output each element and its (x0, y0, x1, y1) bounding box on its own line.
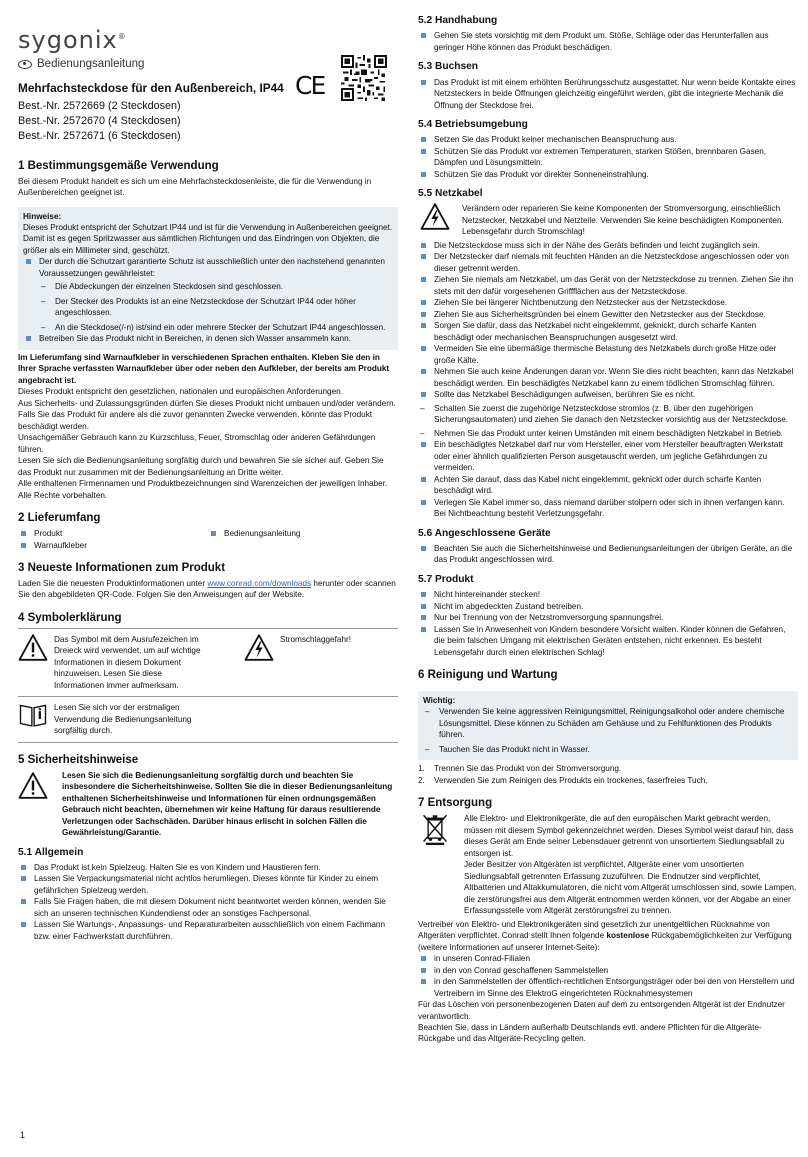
return-info (418, 919, 798, 953)
section-1-intro: Bei diesem Produkt handelt es sich um eine Mehrfachsteckdosenleiste, die für die Verwendung in Außenbereichen geeignet ist. (18, 176, 372, 198)
list-item: Nehmen Sie auch keine Änderungen daran vor. Wenn Sie dies nicht beachten, kann das Netzkabel beschädigt werden. Ein beschädigtes Netzkabel kann zu einem tödlichen Stromschlag führen. (418, 366, 798, 389)
cable-warning (418, 203, 798, 237)
order-numbers (18, 99, 398, 145)
ce-mark: CE (295, 71, 325, 100)
section-3-text (18, 578, 398, 601)
section-2-title: 2 Lieferumfang (18, 512, 101, 525)
product-title: Mehrfachsteckdose für den Außenbereich, IP44 (18, 81, 284, 96)
list-item: – Nehmen Sie das Produkt unter keinen Umständen mit einem beschädigten Netzkabel in Betrieb. (418, 428, 798, 439)
list-item: – An die Steckdose(/-n) ist/sind ein oder mehrere Stecker der Schutzart IP44 angeschlossen. (39, 322, 393, 333)
electric-shock-icon (244, 634, 274, 661)
text: Vertreiber von Elektro- und Elektronikgeräten sind gesetzlich zur unentgeltlichen Rücknahme von Altgeräten verpflichtet. Conrad stellt Ihnen folgende (418, 919, 770, 941)
list-item: Das Produkt ist mit einem erhöhten Berührungsschutz ausgestattet. Nur wenn beide Kontakte eines Netzsteckers in beide Öffnungen gleichzeitig eingeführt werden, gibt die integrierte Mechanik die Öffnung der Steckdose frei. (418, 77, 798, 111)
list-item (418, 775, 798, 786)
list-item: Betreiben Sie das Produkt nicht in Bereichen, in denen sich Wasser ansammeln kann. (23, 333, 393, 344)
list-item: Ziehen Sie aus Sicherheitsgründen bei einem Gewitter den Netzstecker aus der Steckdose. (418, 309, 798, 320)
brand-name: sygonix (18, 26, 118, 54)
symbol-manual (18, 702, 238, 736)
text: herunter oder scannen Sie den abgebildeten QR-Code. Folgen Sie den Anweisungen auf der Website. (18, 578, 396, 600)
section-5-3-title: 5.3 Buchsen (418, 61, 479, 73)
read-manual-icon (18, 702, 48, 727)
paragraph: Aus Sicherheits- und Zulassungsgründen dürfen Sie dieses Produkt nicht umbauen und/oder verändern. Falls Sie das Produkt für andere als die zuvor genannten Zwecke verwenden, könnte das Produkt beschädigt werden. (18, 398, 396, 431)
list-item: Der durch die Schutzart garantierte Schutz ist ausschließlich unter den nachstehend genannten Voraussetzungen gewährleistet: (23, 256, 393, 279)
list-item: Ziehen Sie niemals am Netzkabel, um das Gerät von der Netzsteckdose zu trennen. Ziehen Sie ihn stets mit den dafür vorgesehenen Griffflächen aus der Netzsteckdose. (418, 274, 798, 297)
list-item: Produkt (18, 528, 208, 539)
order-number: Best.-Nr. 2572670 (4 Steckdosen) (18, 114, 181, 127)
step-number: 1. (418, 764, 425, 774)
section-3-title: 3 Neueste Informationen zum Produkt (18, 562, 226, 575)
list-item: in den Sammelstellen der öffentlich-rechtlichen Entsorgungsträger oder bei den von Herstellern und Vertreibern im Sinne des ElektroG eingerichteten Rücknahmesystemen (418, 976, 798, 999)
symbol-text: Das Symbol mit dem Ausrufezeichen im Dreieck wird verwendet, um auf wichtige Informationen in diesem Dokument hinzuweisen. Lesen Sie diese Informationen immer aufmerksam. (54, 634, 201, 690)
paragraph: Alle enthaltenen Firmennamen und Produktbezeichnungen sind Warenzeichen der jeweiligen Inhaber. Alle Rechte vorbehalten. (18, 479, 388, 500)
list-item: Sollte das Netzkabel Beschädigungen aufweisen, berühren Sie es nicht. (418, 389, 798, 400)
section-5-2-title: 5.2 Handhabung (418, 15, 498, 26)
list-item: – Schalten Sie zuerst die zugehörige Netzsteckdose stromlos (z. B. über den zugehörigen Sicherungsautomaten) und ziehen Sie danach den Netzstecker vorsichtig aus der Netzsteckdose. (418, 403, 798, 426)
list-item: Das Produkt ist kein Spielzeug. Halten Sie es von Kindern und Haustieren fern. (18, 862, 398, 873)
order-number: Best.-Nr. 2572671 (6 Steckdosen) (18, 130, 181, 143)
symbol-row (18, 696, 398, 741)
warning-sticker-note: Im Lieferumfang sind Warnaufkleber in verschiedenen Sprachen enthalten. Kleben Sie den in Ihrer Sprache verfassten Warnaufkleber über oder neben den Aufkleber, der bereits am Produkt angebracht ist. (18, 352, 390, 385)
text: Rückgabemöglichkeiten zur Verfügung (weitere Informationen auf unserer Internet-Seite): (418, 931, 792, 952)
order-number: Best.-Nr. 2572669 (2 Steckdosen) (18, 99, 181, 112)
list-item: Bedienungsanleitung (208, 528, 398, 539)
left-column (18, 0, 398, 942)
list-item: Der Netzstecker darf niemals mit feuchten Händen an die Netzsteckdose angeschlossen oder von dieser getrennt werden. (418, 251, 798, 274)
symbol-row (18, 628, 398, 696)
list-item: Gehen Sie stets vorsichtig mit dem Produkt um. Stöße, Schläge oder das Herunterfallen aus geringer Höhe können das Produkt beschädigen. (418, 30, 798, 53)
section-5-7-title: 5.7 Produkt (418, 573, 474, 585)
list-item: Schützen Sie das Produkt vor direkter Sonneneinstrahlung. (418, 169, 798, 180)
list-item: Schützen Sie das Produkt vor extremen Temperaturen, starken Stößen, brennbaren Gasen, Dämpfen und Lösungsmitteln. (418, 146, 798, 169)
right-column (418, 14, 798, 1045)
list-item: Sorgen Sie dafür, dass das Netzkabel nicht eingeklemmt, geknickt, durch scharfe Kanten beschädigt oder mechanischen Beanspruchungen ausgesetzt wird. (418, 320, 798, 343)
section-1-title: 1 Bestimmungsgemäße Verwendung (18, 159, 219, 172)
paragraph: Beachten Sie, dass in Ländern außerhalb Deutschlands evtl. andere Pflichten für die Altgeräte-Rückgabe und das Altgeräte-Recycling gelten. (418, 1022, 762, 1044)
text-bold: kostenlose (606, 931, 650, 941)
cable-warning-text: Verändern oder reparieren Sie keine Komponenten der Stromversorgung, einschließlich Netzstecker, Netzkabel und Netzteile. Verwenden Sie keine beschädigten Komponenten. Lebensgefahr durch Stromschlag! (462, 204, 784, 237)
section-6-title: 6 Reinigung und Wartung (418, 669, 558, 681)
list-item: – Die Abdeckungen der einzelnen Steckdosen sind geschlossen. (39, 281, 393, 292)
paragraph: Für das Löschen von personenbezogenen Daten auf dem zu entsorgenden Altgerät ist der Endnutzer verantwortlich. (418, 1000, 785, 1021)
symbol-text: Stromschlaggefahr! (280, 634, 351, 644)
list-item: Vermeiden Sie eine übermäßige thermische Belastung des Netzkabels durch große Hitze oder große Kälte. (418, 343, 798, 366)
weee-bin-icon (420, 813, 450, 845)
section-7-title: 7 Entsorgung (418, 797, 493, 810)
list-item: Lassen Sie Wartungs-, Anpassungs- und Reparaturarbeiten ausschließlich von einem Fachmann bzw. einer Fachwerkstatt durchführen. (18, 919, 398, 942)
list-item: – Tauchen Sie das Produkt nicht in Wasser. (423, 744, 793, 755)
section-5-title: 5 Sicherheitshinweise (18, 753, 139, 766)
list-item: in unseren Conrad-Filialen (418, 953, 798, 964)
warning-triangle-icon (18, 772, 48, 799)
paragraph: Dieses Produkt entspricht den gesetzlichen, nationalen und europäischen Anforderungen. (18, 387, 343, 397)
important-title: Wichtig: (423, 695, 456, 705)
divider (18, 742, 398, 743)
list-item: – Verwenden Sie keine aggressiven Reinigungsmittel, Reinigungsalkohol oder andere chemische Lösungsmittel. Diese können zu Schäden am Gehäuse und zu Fehlfunktionen des Produkts führen. (423, 706, 793, 740)
qr-code-icon[interactable] (341, 55, 387, 101)
symbol-text: Lesen Sie sich vor der erstmaligen Verwendung die Bedienungsanleitung sorgfältig durch. (54, 703, 192, 736)
paragraph: Unsachgemäßer Gebrauch kann zu Kurzschluss, Feuer, Stromschlag oder anderen Gefährdungen führen. (18, 433, 376, 454)
section-5-5-title: 5.5 Netzkabel (418, 188, 483, 200)
safety-intro (18, 770, 398, 839)
important-box (418, 691, 798, 760)
step-text: Verwenden Sie zum Reinigen des Produkts ein trockenes, faserfreies Tuch. (434, 775, 708, 785)
symbol-shock (244, 634, 351, 691)
step-text: Trennen Sie das Produkt von der Stromversorgung. (434, 764, 622, 774)
list-item: Ein beschädigtes Netzkabel darf nur vom Hersteller, einer vom Hersteller beauftragten Werkstatt oder einer ähnlich qualifizierten Person ausgetauscht werden, um jegliche Gefährdungen zu vermeiden. (418, 439, 798, 473)
brand-logo (18, 24, 398, 54)
list-item: Lassen Sie in Anwesenheit von Kindern besondere Vorsicht walten. Kinder können die Gefahren, die beim falschen Umgang mit elektrischen Geräten entstehen, nicht erkennen. Es besteht Lebensgefahr durch einen elektrischen Schlag! (418, 624, 798, 658)
list-item: Setzen Sie das Produkt keiner mechanischen Beanspruchung aus. (418, 134, 798, 145)
safety-intro-text: Lesen Sie sich die Bedienungsanleitung sorgfältig durch und beachten Sie insbesondere die Sicherheitshinweise. Sollten Sie die in dieser Bedienungsanleitung enthaltenen Sicherheitshinweise und Informationen für einen ordnungsgemäßen Gebrauch nicht beachten, übernehmen wir keine Haftung für daraus resultierende Verletzungen oder Sachschäden. Darüber hinaus erlischt in solchen Fällen die Gewährleistung/Garantie. (62, 770, 393, 838)
list-item: Nicht im abgedeckten Zustand betreiben. (418, 601, 798, 612)
list-item: Falls Sie Fragen haben, die mit diesem Dokument nicht beantwortet werden können, wenden Sie sich an unseren technischen Kundendienst oder an sonstiges Fachpersonal. (18, 896, 398, 919)
list-item: Warnaufkleber (18, 540, 208, 551)
section-5-4-title: 5.4 Betriebsumgebung (418, 118, 528, 130)
weee-text: Jeder Besitzer von Altgeräten ist verpflichtet, Altgeräte einer vom unsortierten Siedlungsabfall getrennten Erfassung zuzuführen. Die Endnutzer sind verpflichtet, Altbatterien und Altakkumulatoren, die nicht vom Altgerät umschlossen sind, sowie Lampen, die zerstörungsfrei aus dem Altgerät entnommen werden können, vor der Abgabe an einer Erfassungsstelle vom Altgerät zerstörungsfrei zu trennen. (464, 860, 797, 916)
text: Laden Sie die neuesten Produktinformationen unter (18, 578, 208, 588)
symbol-exclamation (18, 634, 238, 691)
page-number: 1 (20, 1130, 26, 1140)
list-item: Ziehen Sie bei längerer Nichtbenutzung den Netzstecker aus der Netzsteckdose. (418, 297, 798, 308)
hint-title: Hinweise: (23, 211, 62, 221)
list-item: Achten Sie darauf, dass das Kabel nicht eingeklemmt, geknickt oder durch scharfe Kanten beschädigt wird. (418, 474, 798, 497)
list-item: Die Netzsteckdose muss sich in der Nähe des Geräts befinden und leicht zugänglich sein. (418, 240, 798, 251)
warning-triangle-icon (18, 634, 48, 661)
section-5-1-title: 5.1 Allgemein (18, 846, 84, 858)
electric-shock-icon (420, 203, 450, 230)
weee-text: Alle Elektro- und Elektronikgeräte, die auf den europäischen Markt gebracht werden, müssen mit diesem Symbol gekennzeichnet werden. Dieses Symbol weist darauf hin, dass dieses Gerät am Ende seiner Lebensdauer getrennt von unsortiertem Siedlungsabfall zu entsorgen ist. (464, 814, 794, 858)
delivery-contents (18, 528, 398, 551)
list-item (418, 763, 798, 774)
paragraph: Lesen Sie sich die Bedienungsanleitung sorgfältig durch und bewahren Sie sie sicher auf. Geben Sie das Produkt nur zusammen mit der Bedienungsanleitung an Dritte weiter. (18, 456, 384, 477)
list-item: Nur bei Trennung von der Netzstromversorgung spannungsfrei. (418, 612, 798, 623)
eye-icon (18, 60, 32, 69)
hint-box (18, 207, 398, 350)
weee-block (418, 813, 798, 916)
list-item: in den von Conrad geschaffenen Sammelstellen (418, 965, 798, 976)
section-4-title: 4 Symbolerklärung (18, 611, 122, 624)
list-item: Lassen Sie Verpackungsmaterial nicht achtlos herumliegen. Dieses könnte für Kinder zu einem gefährlichen Spielzeug werden. (18, 873, 398, 896)
manual-label-text: Bedienungsanleitung (37, 58, 145, 70)
list-item: Nicht hintereinander stecken! (418, 589, 798, 600)
list-item: Beachten Sie auch die Sicherheitshinweise und Bedienungsanleitungen der übrigen Geräte, an die das Produkt angeschlossen wird. (418, 543, 798, 566)
hint-text: Dieses Produkt entspricht der Schutzart IP44 und ist für die Verwendung in Außenbereichen geeignet. Damit ist es gegen Spritzwasser aus sämtlichen Richtungen und das Eindringen von Objekten, die größer als ein Millimeter sind, geschützt. (23, 222, 393, 255)
list-item: Verlegen Sie Kabel immer so, dass niemand darüber stolpern oder sich in ihnen verfangen kann. Bei Nichtbeachtung besteht Verletzungsgefahr. (418, 497, 798, 520)
section-5-6-title: 5.6 Angeschlossene Geräte (418, 527, 551, 539)
download-link[interactable]: www.conrad.com/downloads (207, 578, 312, 588)
brand-mark: ® (117, 32, 127, 41)
list-item: – Der Stecker des Produkts ist an eine Netzsteckdose der Schutzart IP44 oder höher angeschlossen. (39, 296, 393, 319)
step-number: 2. (418, 775, 425, 785)
cleaning-steps (418, 763, 798, 786)
